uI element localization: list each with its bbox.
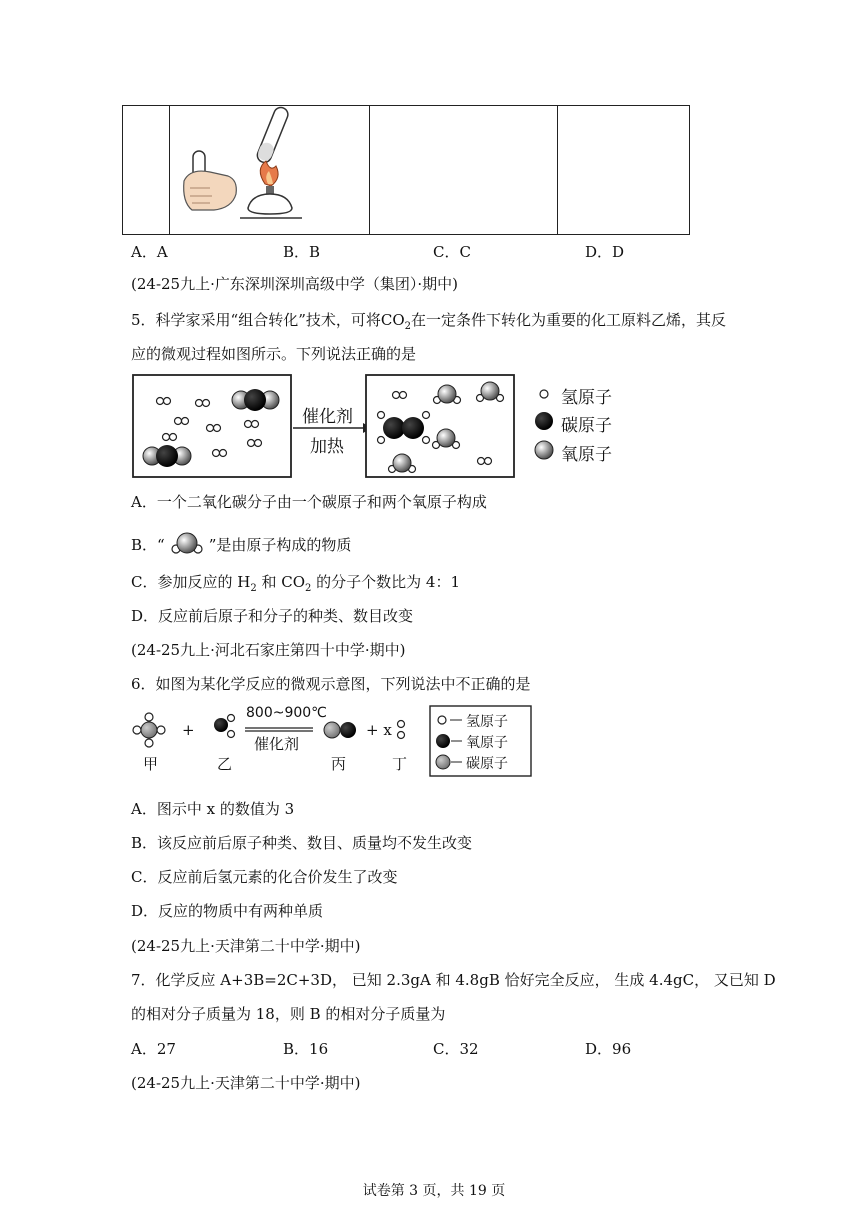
q6-label-yi: 乙 [217,755,233,773]
q5-option-a[interactable]: A．一个二氧化碳分子由一个碳原子和两个氧原子构成 [131,493,487,511]
q5-arrow-condition-top: 催化剂 [302,407,353,427]
q6-legend-carbon: 碳原子 [466,756,508,772]
q7-source: (24-25九上·天津第二十中学·期中) [131,937,361,955]
q6-plus-x: + x [366,721,392,739]
q5-option-c[interactable]: C．参加反应的 $H_2$ 和 $CO_2$ 的分子个数比为 4：1 [131,573,461,594]
q4-option-c[interactable]: C．C [433,243,471,261]
q4-option-b[interactable]: B．B [283,243,321,261]
q5-source: (24-25九上·广东深圳深圳高级中学（集团）·期中) [131,275,458,293]
q5-option-b[interactable]: B．“ ”是由原子构成的物质 [131,531,351,557]
q6-condition-top: 800~900℃ [246,705,327,721]
q5-stem-line2: 应的微观过程如图所示。下列说法正确的是 [131,345,417,363]
q5-legend-oxygen: 氧原子 [561,445,612,465]
q5-legend-hydrogen: 氢原子 [561,388,612,408]
q7-option-c[interactable]: C．32 [433,1040,479,1058]
q6-option-d[interactable]: D．反应的物质中有两种单质 [131,902,324,920]
q6-stem: 6．如图为某化学反应的微观示意图，下列说法中不正确的是 [131,675,531,693]
q6-condition-bottom: 催化剂 [254,735,300,753]
q6-diagram [130,704,535,780]
q6-option-b[interactable]: B．该反应前后原子种类、数目、质量均不发生改变 [131,834,473,852]
q6-label-bing: 丙 [331,755,347,773]
q6-plus: + [182,721,195,739]
water-molecule-icon [167,531,207,557]
q5-diagram [130,372,630,480]
q5-option-d[interactable]: D．反应前后原子和分子的种类、数目改变 [131,607,414,625]
q4-table-cell-a [170,106,370,235]
q4-option-a[interactable]: A．A [131,243,168,261]
q5-legend-carbon: 碳原子 [561,416,612,436]
page-footer: 试卷第 3 页，共 19 页 [362,1183,506,1199]
q4-table-cell-b [370,106,558,235]
q6-source: (24-25九上·河北石家庄第四十中学·期中) [131,641,406,659]
q6-legend-oxygen: 氧原子 [466,735,508,751]
q6-legend-hydrogen: 氢原子 [466,714,508,730]
q4-table-label-cell [123,106,170,235]
q4-table-cell-c [558,106,690,235]
q7-option-d[interactable]: D．96 [585,1040,632,1058]
q7-stem-line2: 的相对分子质量为 18，则 B 的相对分子质量为 [131,1005,446,1023]
q7-option-b[interactable]: B．16 [283,1040,329,1058]
q6-label-ding: 丁 [392,755,408,773]
q4-option-d[interactable]: D．D [585,243,625,261]
q7-option-a[interactable]: A．27 [131,1040,176,1058]
q5-arrow-condition-bottom: 加热 [310,437,344,457]
q7-stem-line1: 7．化学反应 A+3B=2C+3D， 已知 2.3gA 和 4.8gB 恰好完全反应， 生成 4.4gC， 又已知 D [131,971,776,989]
q6-option-a[interactable]: A．图示中 x 的数值为 3 [131,800,295,818]
q5-reaction-svg [130,372,630,480]
q6-option-c[interactable]: C．反应前后氢元素的化合价发生了改变 [131,868,398,886]
test-tube-heating-illustration [170,106,369,230]
next-question-source: (24-25九上·天津第二十中学·期中) [131,1074,361,1092]
q6-label-jia: 甲 [143,755,159,773]
q5-stem-line1: 5．科学家采用“组合转化”技术，可将$CO_2$在一定条件下转化为重要的化工原料乙烯，其反 [131,311,727,332]
q4-options-table [122,105,690,235]
